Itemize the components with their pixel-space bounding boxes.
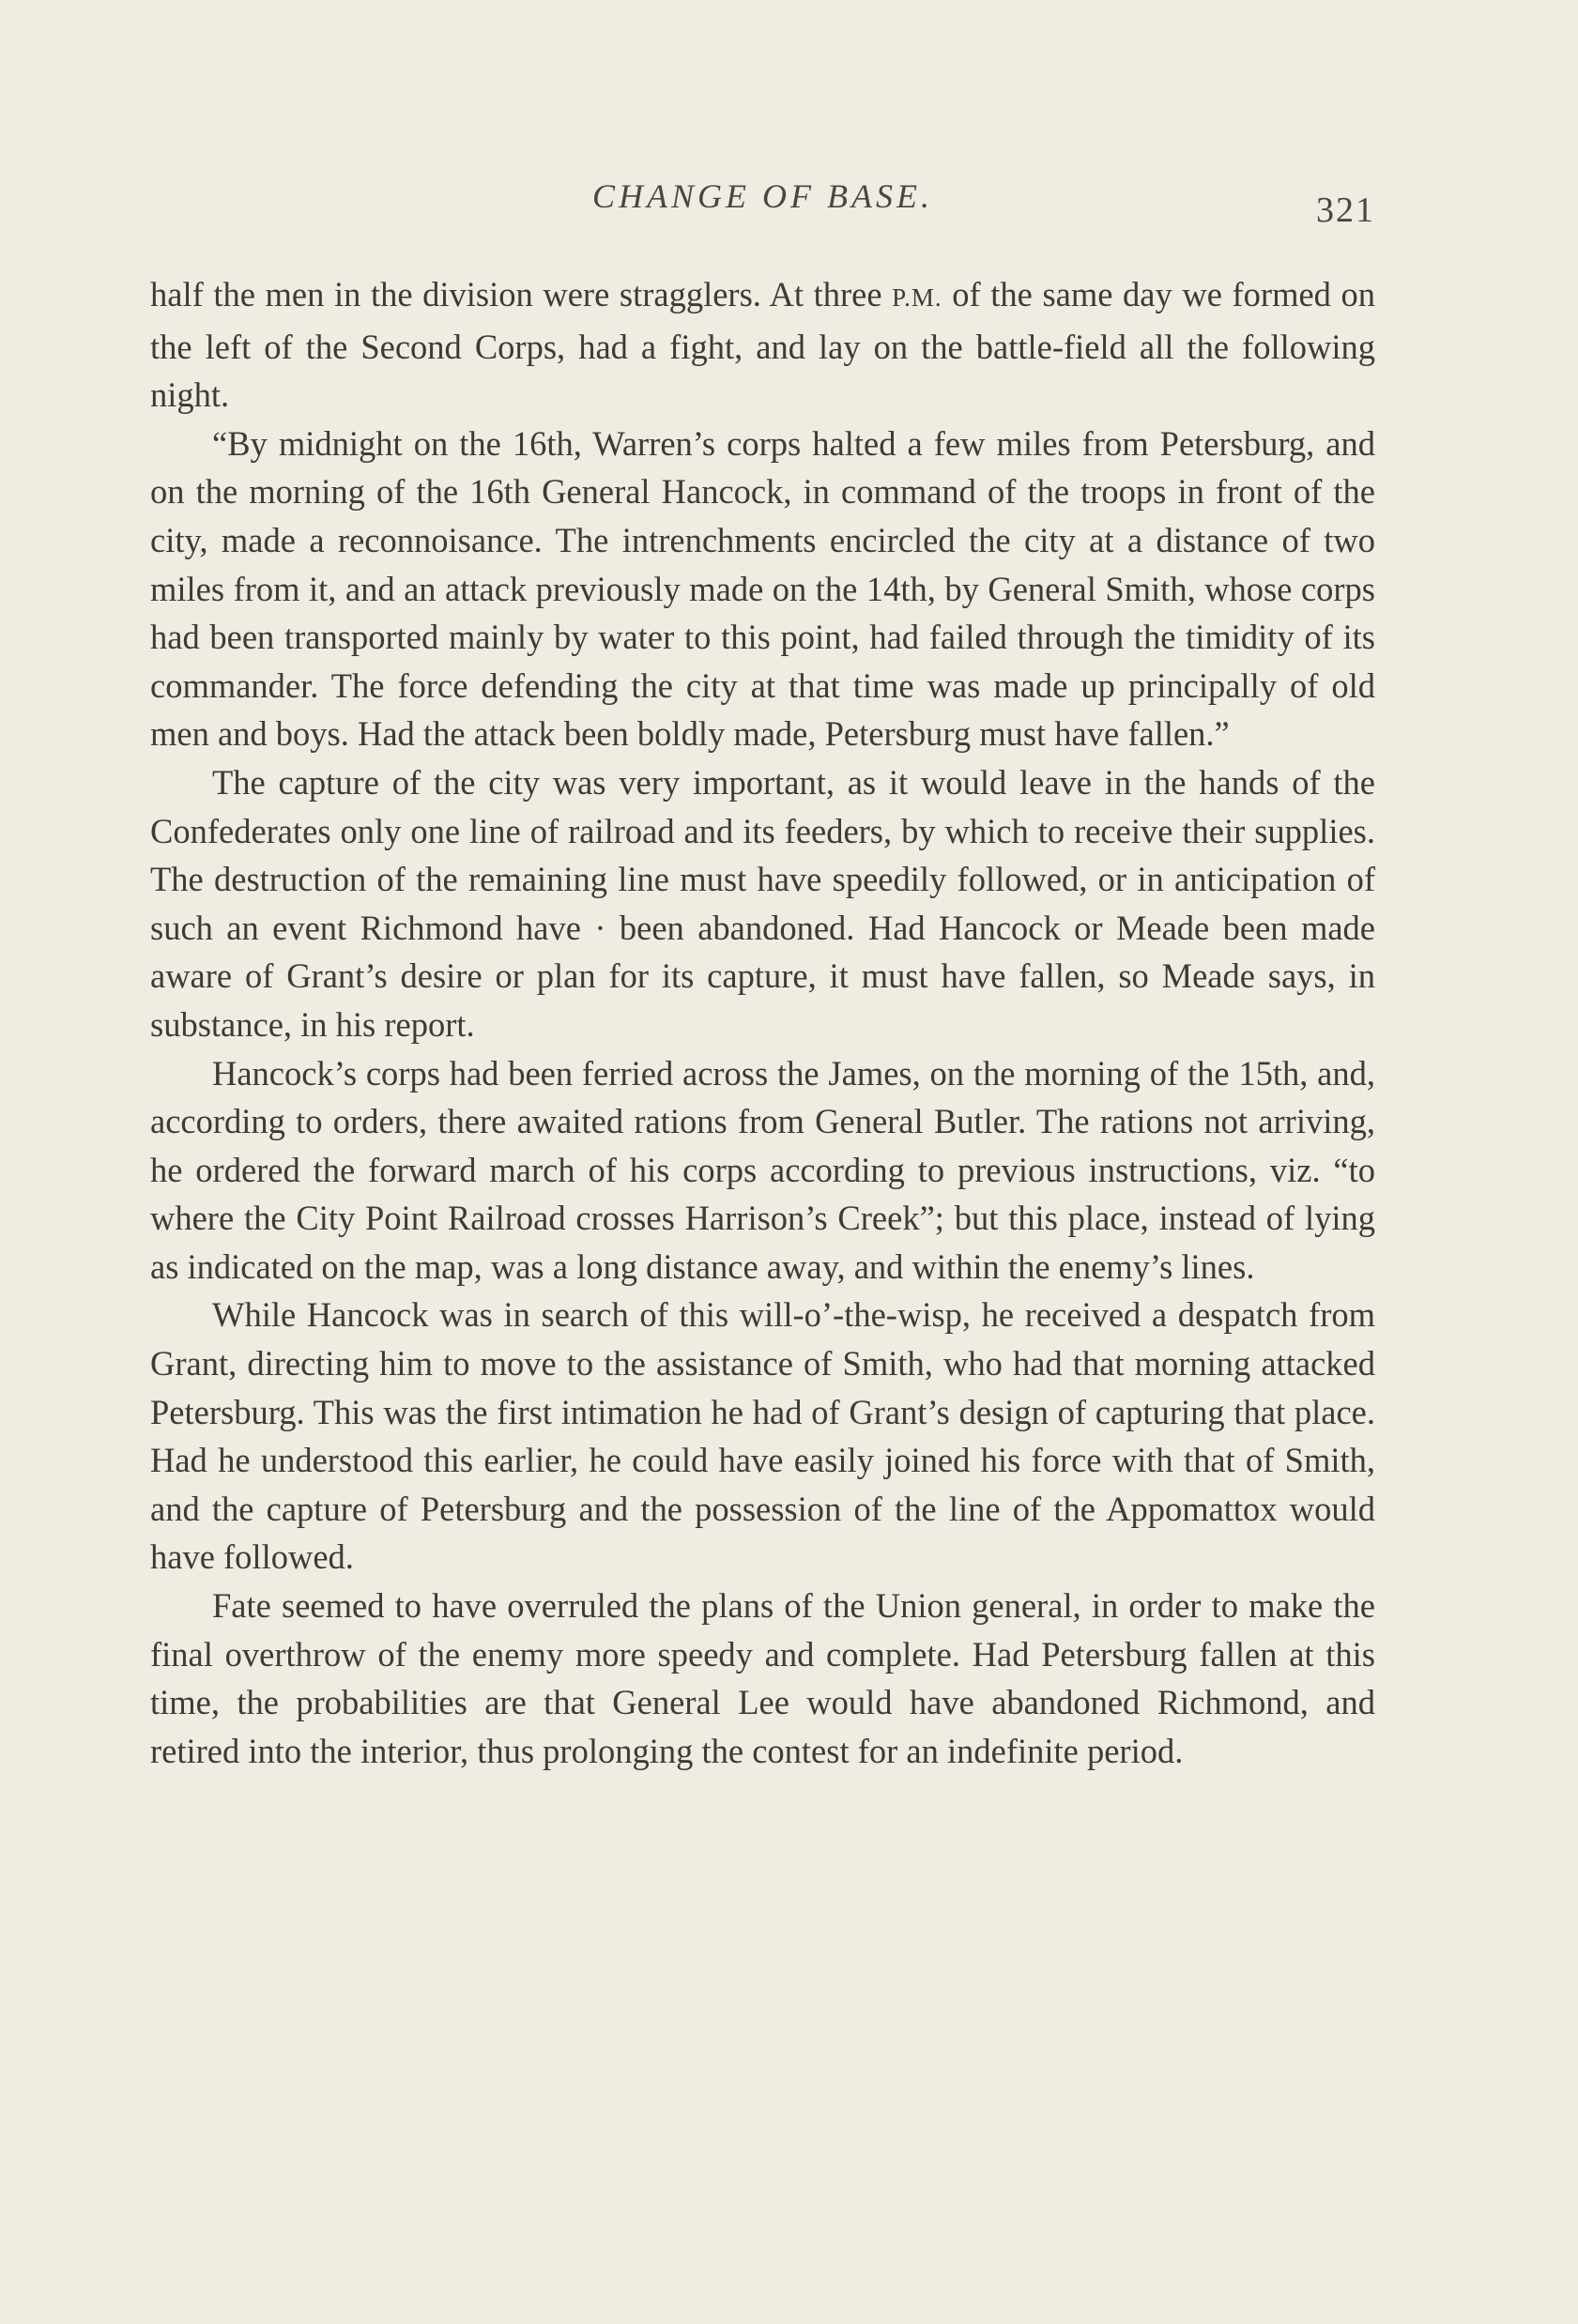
paragraph-text: “By midnight on the 16th, Warren’s corps halted a few miles from Petersburg, and on the morning of the 16th General Hancock, in command of the troops in front of the city, made a reconnoisance. The intrenchments encircled the city at a distance of two miles from it, and an attack previously made on the 14th, by General Smith, whose corps had been transported mainly by water to this point, had failed through the timidity of its commander. The force defending the city at that time was made up principally of old men and boys. Had the attack been boldly made, Petersburg must have fallen.”: [150, 423, 1375, 754]
paragraph-text: The capture of the city was very important, as it would leave in the hands of the Confederates only one line of railroad and its feeders, by which to receive their supplies. The destruction of the remaining line must have speedily followed, or in anticipation of such an event Richmond have · been abandoned. Had Hancock or Meade been made aware of Grant’s desire or plan for its capture, it must have fallen, so Meade says, in substance, in his report.: [150, 762, 1375, 1044]
paragraph: [150, 1582, 1375, 1775]
paragraph-text: of the same day we formed on the left of the Second Corps, had a fight, and lay on the battle-field all the following night.: [150, 275, 1376, 415]
paragraph: [150, 1049, 1375, 1292]
paragraph-text: half the men in the division were stragglers. At three: [150, 275, 893, 313]
paragraph: [150, 1291, 1375, 1582]
page-header: [150, 176, 1375, 233]
running-head: CHANGE OF BASE.: [592, 177, 933, 215]
small-caps-text: P.M.: [892, 283, 942, 312]
paragraph: [150, 758, 1375, 1049]
paragraph: [150, 420, 1375, 758]
paragraph-text: Fate seemed to have overruled the plans of the Union general, in order to make the final overthrow of the enemy more speedy and complete. Had Petersburg fallen at this time, the probabilities are that General Lee would have abandoned Richmond, and retired into the interior, thus prolonging the contest for an indefinite period.: [150, 1586, 1375, 1770]
paragraph-text: While Hancock was in search of this will-o’-the-wisp, he received a despatch from Grant, directing him to move to the assistance of Smith, who had that morning attacked Petersburg. This was the first intimation he had of Grant’s design of capturing that place. Had he understood this earlier, he could have easily joined his force with that of Smith, and the capture of Petersburg and the possession of the line of the Appomattox would have followed.: [150, 1295, 1375, 1577]
body-text: [150, 270, 1375, 1775]
paragraph: [150, 270, 1375, 420]
page-number: 321: [1316, 191, 1375, 230]
paragraph-text: Hancock’s corps had been ferried across the James, on the morning of the 15th, and, according to orders, there awaited rations from General Butler. The rations not arriving, he ordered the forward march of his corps according to previous instructions, viz. “to where the City Point Railroad crosses Harrison’s Creek”; but this place, instead of lying as indicated on the map, was a long distance away, and within the enemy’s lines.: [150, 1053, 1375, 1286]
